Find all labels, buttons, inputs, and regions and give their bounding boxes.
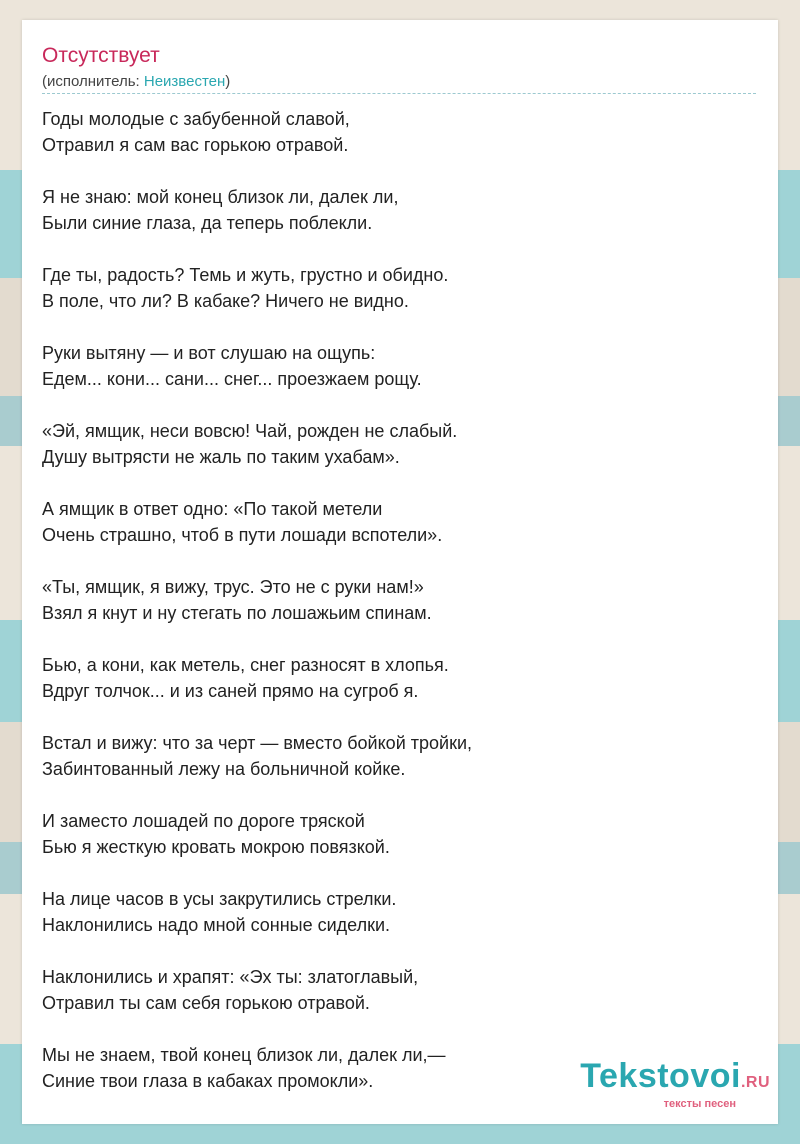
lyric-line: Забинтованный лежу на больничной койке. <box>42 759 406 779</box>
lyric-line: Бью я жесткую кровать мокрою повязкой. <box>42 837 390 857</box>
lyric-line: Я не знаю: мой конец близок ли, далек ли, <box>42 187 399 207</box>
lyric-line: Отравил ты сам себя горькою отравой. <box>42 993 370 1013</box>
lyric-line: Взял я кнут и ну стегать по лошажьим спинам. <box>42 603 432 623</box>
lyric-line: Где ты, радость? Темь и жуть, грустно и обидно. <box>42 265 449 285</box>
stanza <box>42 106 756 158</box>
lyric-line: Бью, а кони, как метель, снег разносят в хлопья. <box>42 655 449 675</box>
lyric-line: Вдруг толчок... и из саней прямо на сугроб я. <box>42 681 419 701</box>
stanza <box>42 964 756 1016</box>
lyric-line: Едем... кони... сани... снег... проезжаем рощу. <box>42 369 422 389</box>
stanza <box>42 496 756 548</box>
stanza <box>42 418 756 470</box>
lyrics-body <box>42 106 756 1120</box>
lyric-line: Синие твои глаза в кабаках промокли». <box>42 1071 374 1091</box>
lyric-line: В поле, что ли? В кабаке? Ничего не видно. <box>42 291 409 311</box>
artist-suffix: ) <box>225 73 231 90</box>
stanza <box>42 574 756 626</box>
artist-prefix: (исполнитель: <box>42 73 144 90</box>
logo-domain: .RU <box>740 1074 770 1091</box>
lyric-line: На лице часов в усы закрутились стрелки. <box>42 889 397 909</box>
lyric-line: Годы молодые с забубенной славой, <box>42 109 350 129</box>
lyrics-card <box>22 20 778 1124</box>
lyric-line: Были синие глаза, да теперь поблекли. <box>42 213 373 233</box>
stanza <box>42 730 756 782</box>
stanza <box>42 340 756 392</box>
lyric-line: А ямщик в ответ одно: «По такой метели <box>42 499 383 519</box>
stanza <box>42 262 756 314</box>
lyric-line: Наклонились надо мной сонные сиделки. <box>42 915 391 935</box>
logo-tagline: тексты песен <box>663 1098 736 1110</box>
lyric-line: Наклонились и храпят: «Эх ты: златоглавый, <box>42 967 419 987</box>
stanza <box>42 184 756 236</box>
stanza <box>42 652 756 704</box>
site-logo[interactable] <box>580 1059 770 1110</box>
logo-name: Tekstovoi <box>580 1057 741 1095</box>
lyric-line: «Эй, ямщик, неси вовсю! Чай, рожден не слабый. <box>42 421 458 441</box>
lyric-line: И заместо лошадей по дороге тряской <box>42 811 365 831</box>
artist-link[interactable]: Неизвестен <box>143 73 226 90</box>
logo-wordmark <box>580 1059 770 1100</box>
divider <box>42 93 756 94</box>
lyric-line: Душу вытрясти не жаль по таким ухабам». <box>42 447 400 467</box>
lyric-line: Очень страшно, чтоб в пути лошади вспотели». <box>42 525 443 545</box>
song-title: Отсутствует <box>42 44 160 67</box>
lyric-line: Руки вытяну — и вот слушаю на ощупь: <box>42 343 376 363</box>
stanza <box>42 808 756 860</box>
lyric-line: Отравил я сам вас горькою отравой. <box>42 135 349 155</box>
lyric-line: «Ты, ямщик, я вижу, трус. Это не с руки нам!» <box>42 577 424 597</box>
lyric-line: Мы не знаем, твой конец близок ли, далек ли,— <box>42 1045 446 1065</box>
artist-line <box>42 72 230 92</box>
lyric-line: Встал и вижу: что за черт — вместо бойкой тройки, <box>42 733 472 753</box>
stanza <box>42 886 756 938</box>
